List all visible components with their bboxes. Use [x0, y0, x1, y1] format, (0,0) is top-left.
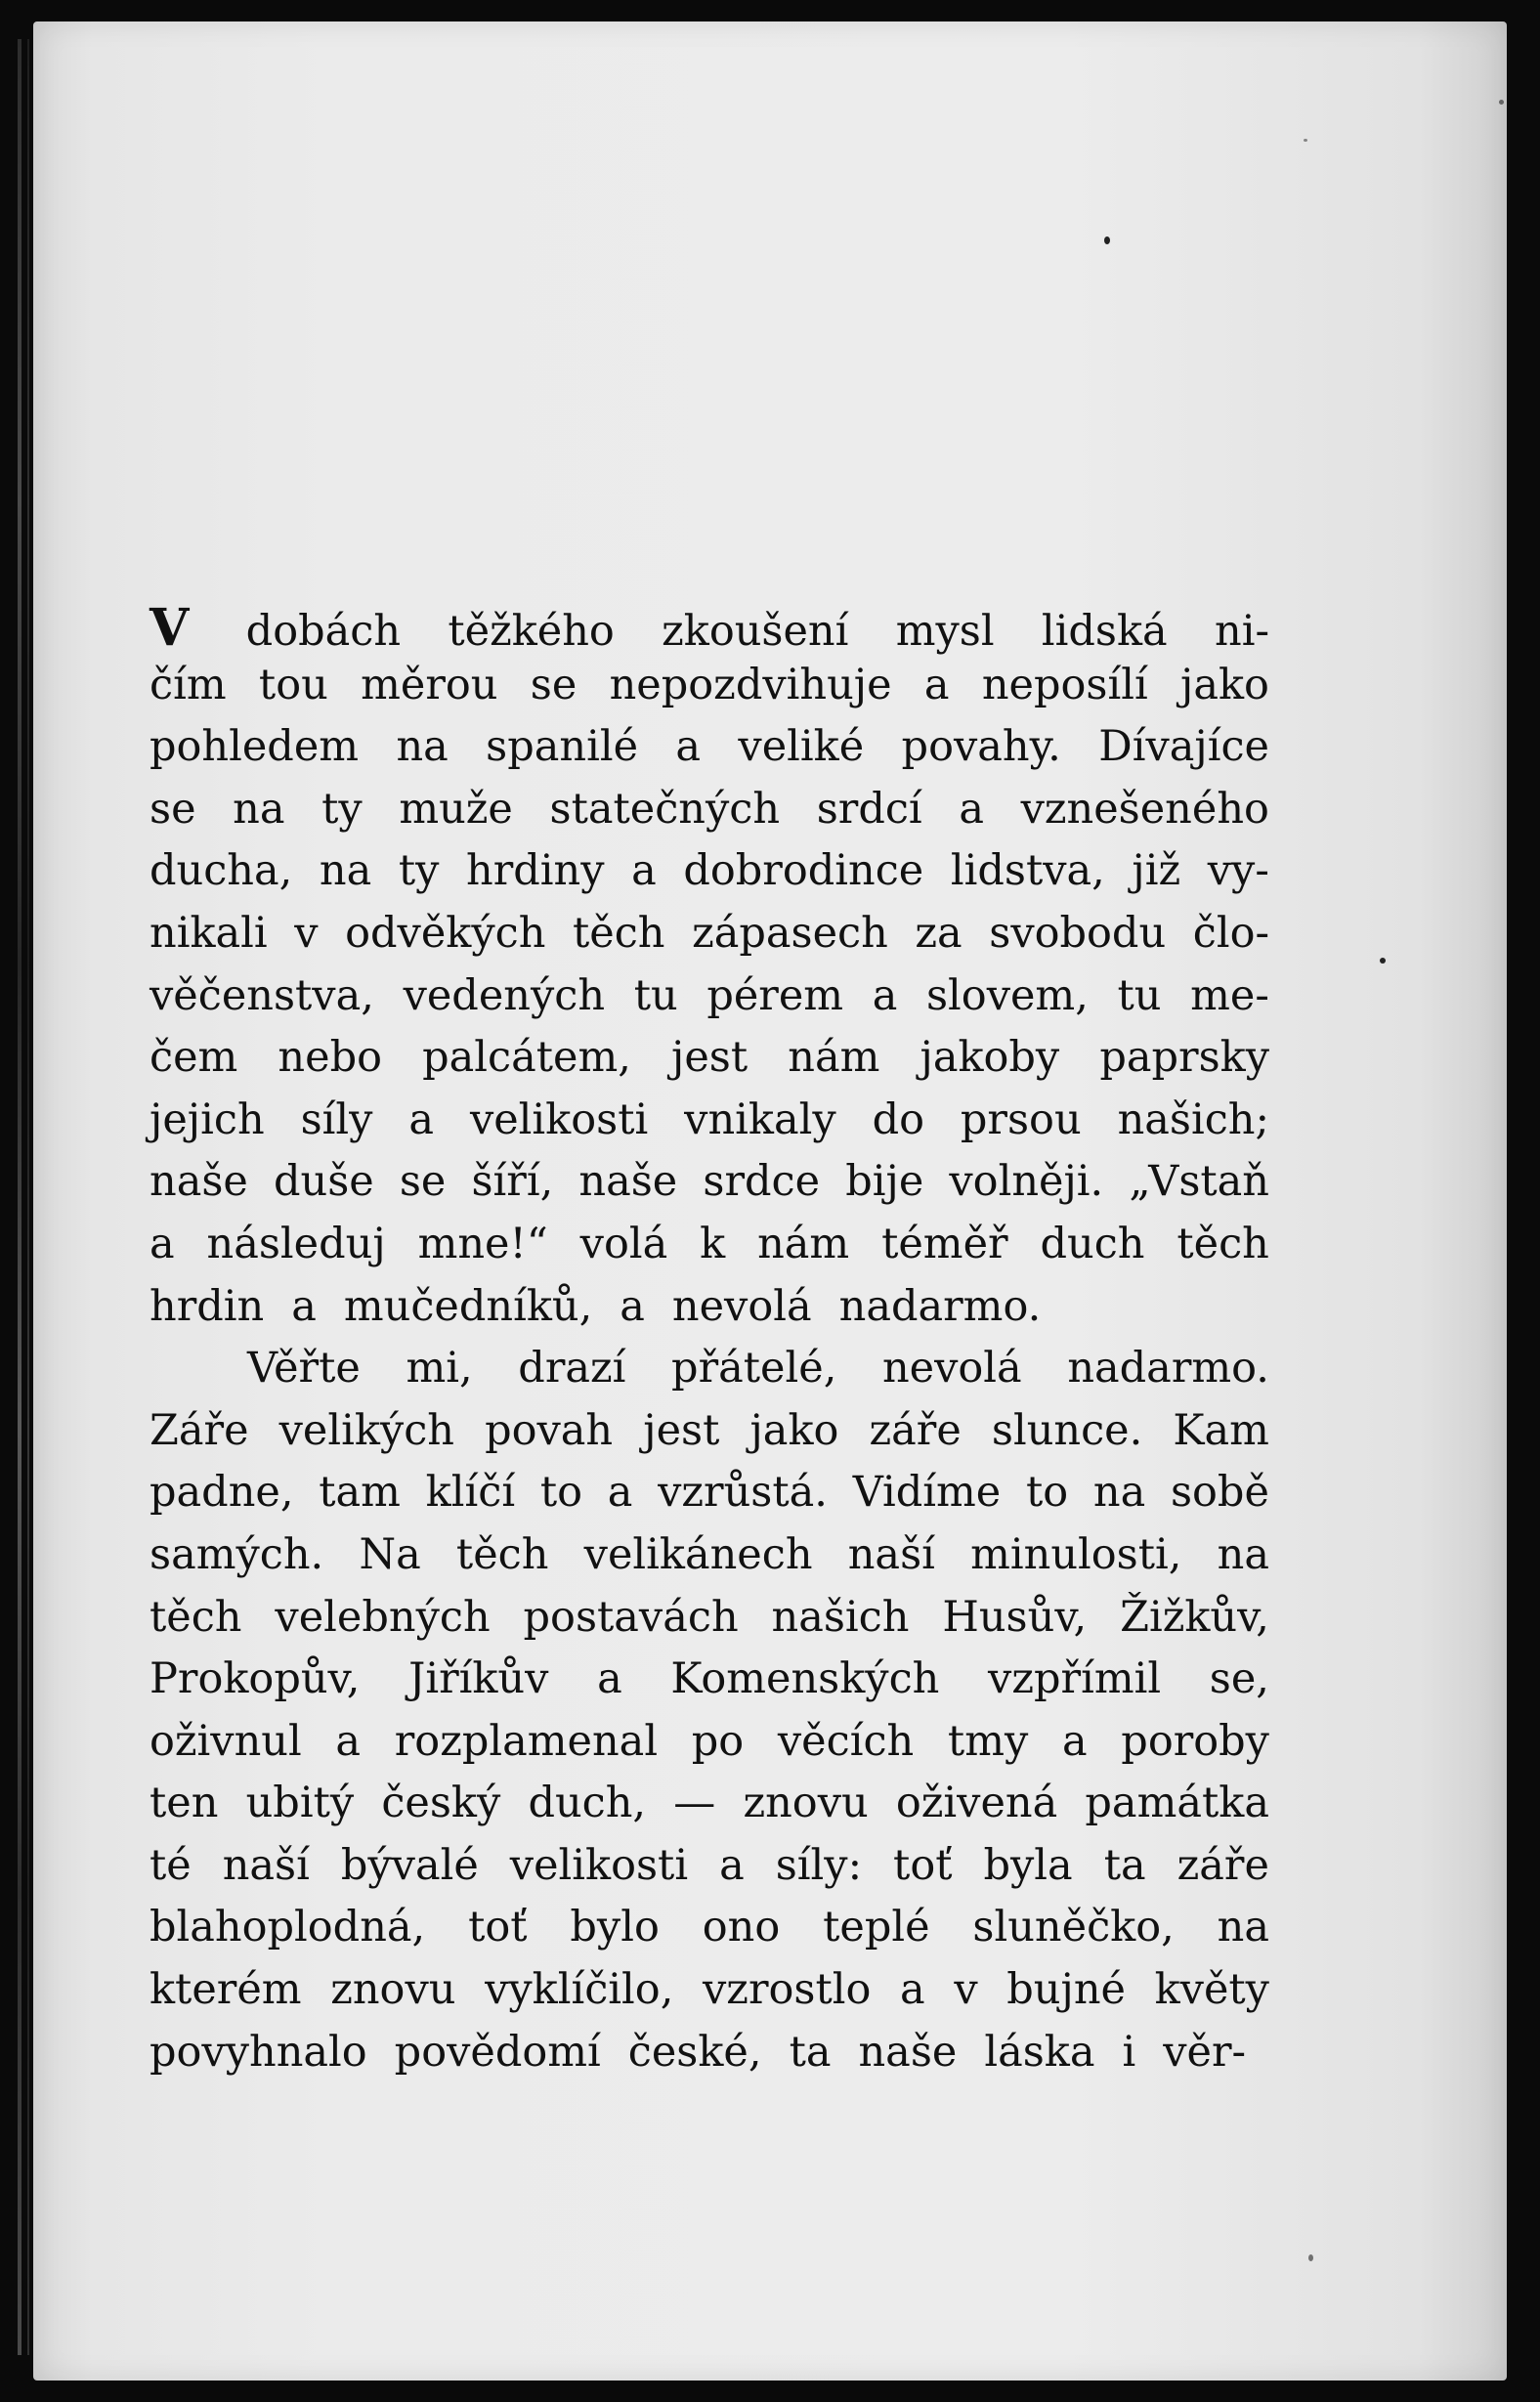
text-word: té — [150, 1840, 192, 1890]
text-word: a — [1061, 1716, 1088, 1766]
text-line — [150, 909, 1269, 971]
text-word: na — [319, 846, 372, 896]
text-line — [150, 1344, 1269, 1406]
text-word: síly — [300, 1094, 373, 1144]
text-word: Věřte — [247, 1344, 361, 1394]
text-word: teplé — [823, 1903, 930, 1952]
text-word: záře — [1176, 1840, 1269, 1890]
text-word: blahoplodná, — [150, 1903, 426, 1952]
text-word: vnikaly — [684, 1094, 836, 1144]
text-line — [150, 1406, 1269, 1469]
text-word: v — [294, 908, 319, 958]
text-line — [150, 1654, 1269, 1717]
text-word: Žižkův, — [1120, 1592, 1269, 1642]
binding-edge-line — [18, 39, 21, 2355]
text-word: svobodu — [989, 908, 1167, 958]
text-word: našich; — [1117, 1094, 1269, 1144]
text-word: za — [915, 908, 962, 958]
text-word: měrou — [361, 660, 498, 709]
text-word: a — [620, 1281, 645, 1331]
text-word: vznešeného — [1020, 784, 1269, 834]
text-word: a — [872, 970, 898, 1020]
text-word: po — [691, 1716, 745, 1766]
text-word: ta — [1103, 1840, 1146, 1890]
text-word: mne!“ — [417, 1219, 548, 1268]
text-word: a — [335, 1716, 362, 1766]
text-word: se — [150, 784, 196, 834]
text-word: se — [530, 660, 578, 709]
text-word: samých. — [150, 1529, 324, 1579]
text-word: bujné — [1006, 1965, 1126, 2015]
text-word: postavách — [523, 1592, 739, 1642]
paper-speck — [1104, 236, 1110, 244]
text-word: velebných — [275, 1592, 491, 1642]
text-word: jejich — [150, 1094, 265, 1144]
text-word: dobrodince — [683, 846, 924, 896]
text-word: láska — [984, 2027, 1095, 2077]
page-text — [150, 598, 1269, 2089]
paper-speck — [1304, 139, 1307, 142]
text-word: naší — [222, 1840, 310, 1890]
text-word: tu — [633, 970, 678, 1020]
text-word: na — [396, 722, 449, 772]
text-word: záře — [869, 1405, 962, 1455]
text-line — [150, 1282, 1269, 1345]
text-word: me- — [1190, 970, 1269, 1020]
text-line — [150, 1220, 1269, 1282]
text-word: a — [607, 1468, 633, 1518]
text-word: i — [1122, 2027, 1136, 2077]
text-word: to — [539, 1468, 582, 1518]
text-word: povah — [485, 1405, 614, 1455]
text-word: čem — [150, 1033, 238, 1083]
text-word: povahy. — [901, 722, 1061, 772]
text-word: nepozdvihuje — [609, 660, 892, 709]
text-word: kterém — [150, 1965, 302, 2015]
text-word: pohledem — [150, 722, 360, 772]
text-word: pérem — [706, 970, 844, 1020]
text-word: minulosti, — [970, 1529, 1182, 1579]
text-word: mysl — [895, 607, 995, 656]
text-word: bije — [845, 1157, 924, 1207]
text-word: lidstva, — [950, 846, 1105, 896]
text-word: a — [719, 1840, 745, 1890]
text-word: naše — [858, 2027, 958, 2077]
text-word: téměř — [881, 1219, 1008, 1268]
text-word: věčenstva, — [150, 970, 374, 1020]
text-word: český — [381, 1779, 501, 1828]
text-word: tmy — [947, 1716, 1029, 1766]
text-word: ty — [398, 846, 440, 896]
text-word: jako — [749, 1405, 839, 1455]
text-word: Husův, — [942, 1592, 1088, 1642]
text-word: vzrostlo — [703, 1965, 872, 2015]
text-word: klíčí — [425, 1468, 516, 1518]
text-word: nadarmo. — [838, 1281, 1042, 1331]
text-word: nevolá — [671, 1281, 812, 1331]
text-word: vyklíčilo, — [485, 1965, 674, 2015]
text-word: tou — [258, 660, 328, 709]
text-word: a — [900, 1965, 925, 2015]
text-line — [150, 1095, 1269, 1158]
text-word: a — [150, 1219, 175, 1268]
text-line — [150, 661, 1269, 723]
text-word: toť — [468, 1903, 528, 1952]
text-word: české, — [627, 2027, 762, 2077]
text-word: drazí — [518, 1344, 626, 1394]
text-word: do — [872, 1094, 924, 1144]
paper-speck — [1308, 2254, 1313, 2261]
text-word: spanilé — [486, 722, 639, 772]
text-word: palcátem, — [422, 1033, 631, 1083]
text-line — [150, 1903, 1269, 1965]
text-word: jest — [643, 1405, 720, 1455]
text-word: člo- — [1192, 908, 1269, 958]
text-word: těch — [455, 1529, 549, 1579]
text-word: poroby — [1121, 1716, 1269, 1766]
text-line — [150, 1717, 1269, 1780]
text-word: zápasech — [692, 908, 888, 958]
text-word: památka — [1085, 1779, 1269, 1828]
text-word: rozplamenal — [394, 1716, 659, 1766]
text-line — [150, 1779, 1269, 1841]
text-word: Kam — [1173, 1405, 1269, 1455]
text-word: na — [1217, 1903, 1269, 1952]
text-word: Prokopův, — [150, 1654, 361, 1704]
text-word: lidská — [1041, 607, 1168, 656]
text-word: vzrůstá. — [658, 1468, 828, 1518]
text-word: již — [1132, 846, 1181, 896]
text-line — [150, 971, 1269, 1034]
text-word: Komenských — [670, 1654, 940, 1704]
text-word: vy- — [1207, 846, 1269, 896]
text-line — [150, 785, 1269, 847]
text-line — [150, 1033, 1269, 1095]
text-word: povědomí — [394, 2027, 601, 2077]
text-line — [150, 846, 1269, 909]
text-word: věr- — [1163, 2027, 1247, 2077]
text-word: byla — [983, 1840, 1073, 1890]
text-word: se — [399, 1157, 447, 1207]
text-word: k — [700, 1219, 726, 1268]
text-word: květy — [1154, 1965, 1269, 2015]
text-word: se, — [1209, 1654, 1269, 1704]
text-word: těch — [1176, 1219, 1269, 1268]
text-word: a — [291, 1281, 317, 1331]
text-word: vedených — [403, 970, 606, 1020]
text-word: ten — [150, 1779, 219, 1828]
text-word: naše — [578, 1157, 678, 1207]
text-word: Záře — [150, 1405, 249, 1455]
text-word: bylo — [570, 1903, 660, 1952]
text-word: vzpřímil — [988, 1654, 1162, 1704]
text-word: — — [673, 1779, 716, 1828]
text-word: následuj — [206, 1219, 386, 1268]
text-word: v — [954, 1965, 978, 2015]
text-word: zkoušení — [662, 607, 849, 656]
text-word: duch — [1040, 1219, 1145, 1268]
text-word: a — [675, 722, 702, 772]
text-word: padne, — [150, 1468, 294, 1518]
text-line — [150, 598, 1269, 661]
text-word: jest — [671, 1033, 749, 1083]
text-word: šíří, — [471, 1157, 554, 1207]
text-word: oživená — [895, 1779, 1058, 1828]
text-word: na — [233, 784, 285, 834]
text-word: dobách — [245, 607, 402, 656]
text-word: na — [1217, 1529, 1269, 1579]
text-word: ty — [321, 784, 363, 834]
text-word: duch, — [528, 1779, 647, 1828]
text-word: sobě — [1170, 1468, 1269, 1518]
text-word: volá — [579, 1219, 668, 1268]
text-word: naše — [150, 1157, 248, 1207]
text-word: nebo — [278, 1033, 382, 1083]
text-word: čím — [150, 660, 227, 709]
text-word: znovu — [743, 1779, 869, 1828]
text-word: našich — [771, 1592, 910, 1642]
text-word: Dívajíce — [1098, 722, 1269, 772]
text-word: nevolá — [881, 1344, 1022, 1394]
text-word: ta — [789, 2027, 832, 2077]
text-line — [150, 1965, 1269, 2028]
text-line — [150, 2028, 1269, 2090]
text-word: prsou — [960, 1094, 1082, 1144]
text-word: veliké — [738, 722, 865, 772]
text-word: velikánech — [583, 1529, 813, 1579]
text-word: mi, — [406, 1344, 473, 1394]
text-line — [150, 1593, 1269, 1655]
text-word: nám — [757, 1219, 850, 1268]
text-word: slunce. — [991, 1405, 1143, 1455]
text-word: bývalé — [340, 1840, 479, 1890]
text-word: a — [597, 1654, 622, 1704]
text-word: jako — [1180, 660, 1269, 709]
text-word: „Vstaň — [1129, 1157, 1269, 1207]
text-word: to — [1025, 1468, 1069, 1518]
text-word: statečných — [549, 784, 781, 834]
text-line — [150, 1468, 1269, 1530]
text-word: naší — [847, 1529, 935, 1579]
text-word: tu — [1117, 970, 1162, 1020]
text-line — [150, 1841, 1269, 1904]
text-word: Na — [359, 1529, 421, 1579]
text-word: duše — [273, 1157, 374, 1207]
text-word: neposílí — [981, 660, 1148, 709]
text-word: a — [408, 1094, 435, 1144]
text-word: nám — [788, 1033, 880, 1083]
text-line — [150, 1157, 1269, 1220]
text-word: Jiříkův — [408, 1654, 549, 1704]
text-word: mučedníků, — [343, 1281, 593, 1331]
text-word: muže — [399, 784, 513, 834]
text-word: těžkého — [448, 607, 615, 656]
text-word: volněji. — [949, 1157, 1104, 1207]
binding-edge-line-secondary — [27, 39, 29, 2355]
text-word: věcích — [777, 1716, 915, 1766]
text-word: paprsky — [1099, 1033, 1269, 1083]
paper-speck — [1380, 958, 1386, 964]
text-word: těch — [572, 908, 665, 958]
text-word: hrdin — [150, 1281, 265, 1331]
text-word: jakoby — [920, 1033, 1060, 1083]
text-word: těch — [150, 1592, 242, 1642]
text-word: síly: — [775, 1840, 863, 1890]
text-word: ono — [702, 1903, 781, 1952]
text-word: toť — [893, 1840, 953, 1890]
text-word: hrdiny — [466, 846, 605, 896]
text-word: na — [1092, 1468, 1146, 1518]
text-word: nikali — [150, 908, 268, 958]
text-line — [150, 722, 1269, 785]
text-word: znovu — [330, 1965, 456, 2015]
text-word: a — [959, 784, 984, 834]
text-word: ni- — [1215, 607, 1269, 656]
text-word: a — [631, 846, 657, 896]
text-word: velikosti — [469, 1094, 649, 1144]
text-word: přátelé, — [671, 1344, 837, 1394]
text-word: tam — [319, 1468, 401, 1518]
text-word: ducha, — [150, 846, 293, 896]
text-word: oživnul — [150, 1716, 302, 1766]
text-word: Vidíme — [852, 1468, 1002, 1518]
text-word: sluněčko, — [972, 1903, 1175, 1952]
initial-letter: V — [150, 598, 190, 658]
text-word: velikosti — [509, 1840, 689, 1890]
text-word: odvěkých — [345, 908, 546, 958]
paper-speck — [1499, 100, 1504, 105]
text-word: srdcí — [816, 784, 922, 834]
text-word: ubitý — [245, 1779, 355, 1828]
text-word: povyhnalo — [150, 2027, 367, 2077]
text-word: srdce — [703, 1157, 821, 1207]
text-word: slovem, — [925, 970, 1089, 1020]
text-word: a — [923, 660, 950, 709]
text-word: nadarmo. — [1067, 1344, 1269, 1394]
text-line — [150, 1530, 1269, 1593]
text-word: velikých — [278, 1405, 454, 1455]
